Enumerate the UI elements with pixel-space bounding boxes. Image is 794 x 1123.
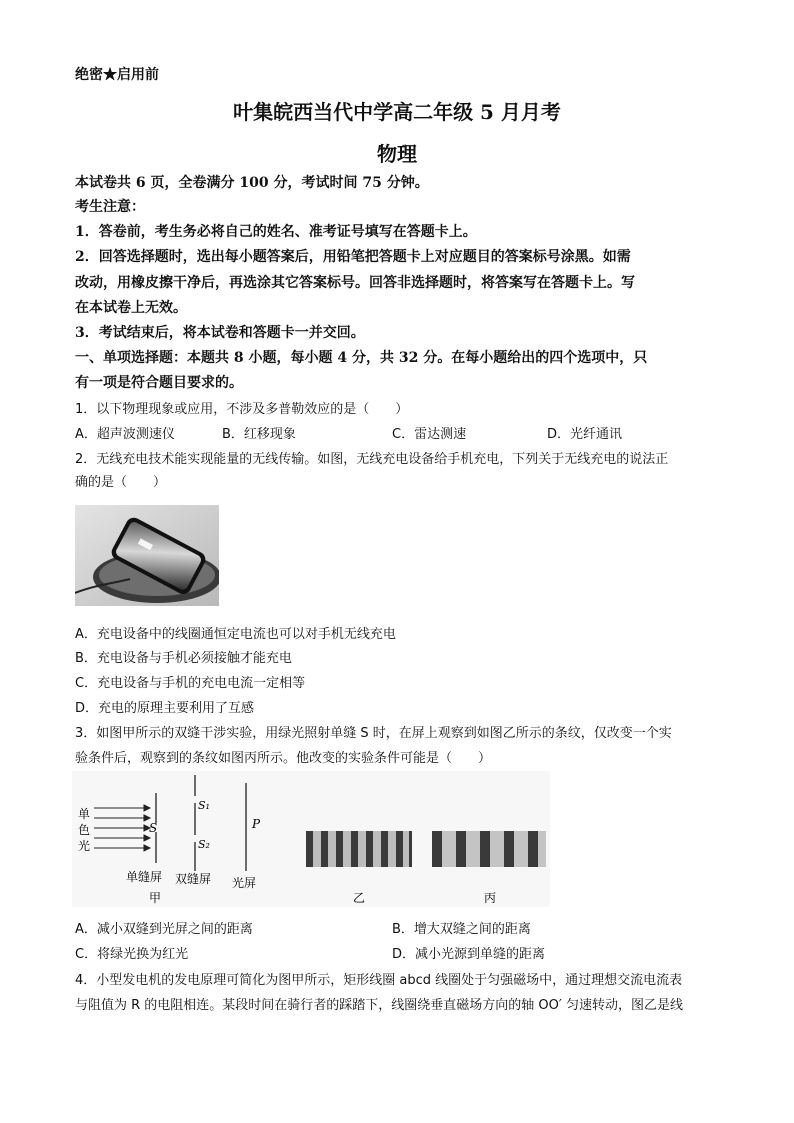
q3-stem-line-2: 验条件后，观察到的条纹如图丙所示。他改变的实验条件可能是（ ） xyxy=(75,751,492,766)
figure-jia-label: 甲 xyxy=(149,891,162,905)
notice-item-3: 3．考试结束后，将本试卷和答题卡一并交回。 xyxy=(75,325,365,341)
single-slit-label: 单缝屏 xyxy=(126,870,163,884)
light-label-1: 单 xyxy=(78,807,91,821)
wireless-charging-photo xyxy=(75,505,219,606)
q2-option-a: A．充电设备中的线圈通恒定电流也可以对手机无线充电 xyxy=(75,627,396,642)
figure-bing-label: 丙 xyxy=(484,891,497,905)
screen-p-label: P xyxy=(252,817,261,831)
slit-s1-label: S₁ xyxy=(198,799,210,812)
pattern-bing xyxy=(432,831,546,867)
section-heading-line-1: 一、单项选择题：本题共 8 小题，每小题 4 分，共 32 分。在每小题给出的四个选项中，只 xyxy=(75,350,648,366)
slit-s2-label: S₂ xyxy=(198,838,210,851)
q2-option-b: B．充电设备与手机必须接触才能充电 xyxy=(75,651,292,666)
q1-option-d: D．光纤通讯 xyxy=(547,427,623,442)
exam-title: 叶集皖西当代中学高二年级 5 月月考 xyxy=(233,100,561,124)
q2-option-c: C．充电设备与手机的充电电流一定相等 xyxy=(75,676,306,691)
notice-item-2-line-1: 2．回答选择题时，选出每小题答案后，用铅笔把答题卡上对应题目的答案标号涂黑。如需 xyxy=(75,249,631,265)
q2-stem-line-1: 2．无线充电技术能实现能量的无线传输。如图，无线充电设备给手机充电，下列关于无线充电的说法正 xyxy=(75,452,669,467)
q3-option-c: C．将绿光换为红光 xyxy=(75,947,189,962)
q4-stem-line-1: 4．小型发电机的发电原理可简化为图甲所示，矩形线圈 abcd 线圈处于匀强磁场中，通过理想交流电流表 xyxy=(75,973,683,988)
notice-heading: 考生注意： xyxy=(75,199,145,215)
secret-label: 绝密★启用前 xyxy=(75,67,159,83)
q3-option-b: B．增大双缝之间的距离 xyxy=(392,922,531,937)
q1-stem: 1．以下物理现象或应用，不涉及多普勒效应的是（ ） xyxy=(75,402,409,417)
q3-stem-line-1: 3．如图甲所示的双缝干涉实验，用绿光照射单缝 S 时，在屏上观察到如图乙所示的条纹，仅改变一个实 xyxy=(75,726,672,741)
slit-s-label: S xyxy=(149,821,158,835)
figure-yi-label: 乙 xyxy=(353,891,366,905)
q4-stem-line-2: 与阻值为 R 的电阻相连。某段时间在骑行者的踩踏下，线圈绕垂直磁场方向的轴 OO′ 匀速转动，图乙是线 xyxy=(75,998,683,1013)
exam-summary: 本试卷共 6 页，全卷满分 100 分，考试时间 75 分钟。 xyxy=(75,175,429,191)
q2-stem-line-2: 确的是（ ） xyxy=(75,475,167,490)
q1-option-a: A．超声波测速仪 xyxy=(75,427,175,442)
screen-label: 光屏 xyxy=(232,876,257,890)
notice-item-2-line-2: 改动，用橡皮擦干净后，再选涂其它答案标号。回答非选择题时，将答案写在答题卡上。写 xyxy=(75,275,635,291)
q2-option-d: D．充电的原理主要利用了互感 xyxy=(75,701,255,716)
q3-option-a: A．减小双缝到光屏之间的距离 xyxy=(75,922,253,937)
q3-figure xyxy=(72,771,550,907)
double-slit-label: 双缝屏 xyxy=(175,872,212,886)
pattern-yi xyxy=(306,831,412,867)
light-label-2: 色 xyxy=(78,823,91,837)
light-label-3: 光 xyxy=(78,839,91,853)
notice-item-2-line-3: 在本试卷上无效。 xyxy=(75,300,187,316)
subject-title: 物理 xyxy=(377,142,417,166)
q3-option-d: D．减小光源到单缝的距离 xyxy=(392,947,546,962)
section-heading-line-2: 有一项是符合题目要求的。 xyxy=(75,375,243,391)
q1-option-b: B．红移现象 xyxy=(222,427,296,442)
notice-item-1: 1．答卷前，考生务必将自己的姓名、准考证号填写在答题卡上。 xyxy=(75,224,477,240)
q1-option-c: C．雷达测速 xyxy=(392,427,467,442)
